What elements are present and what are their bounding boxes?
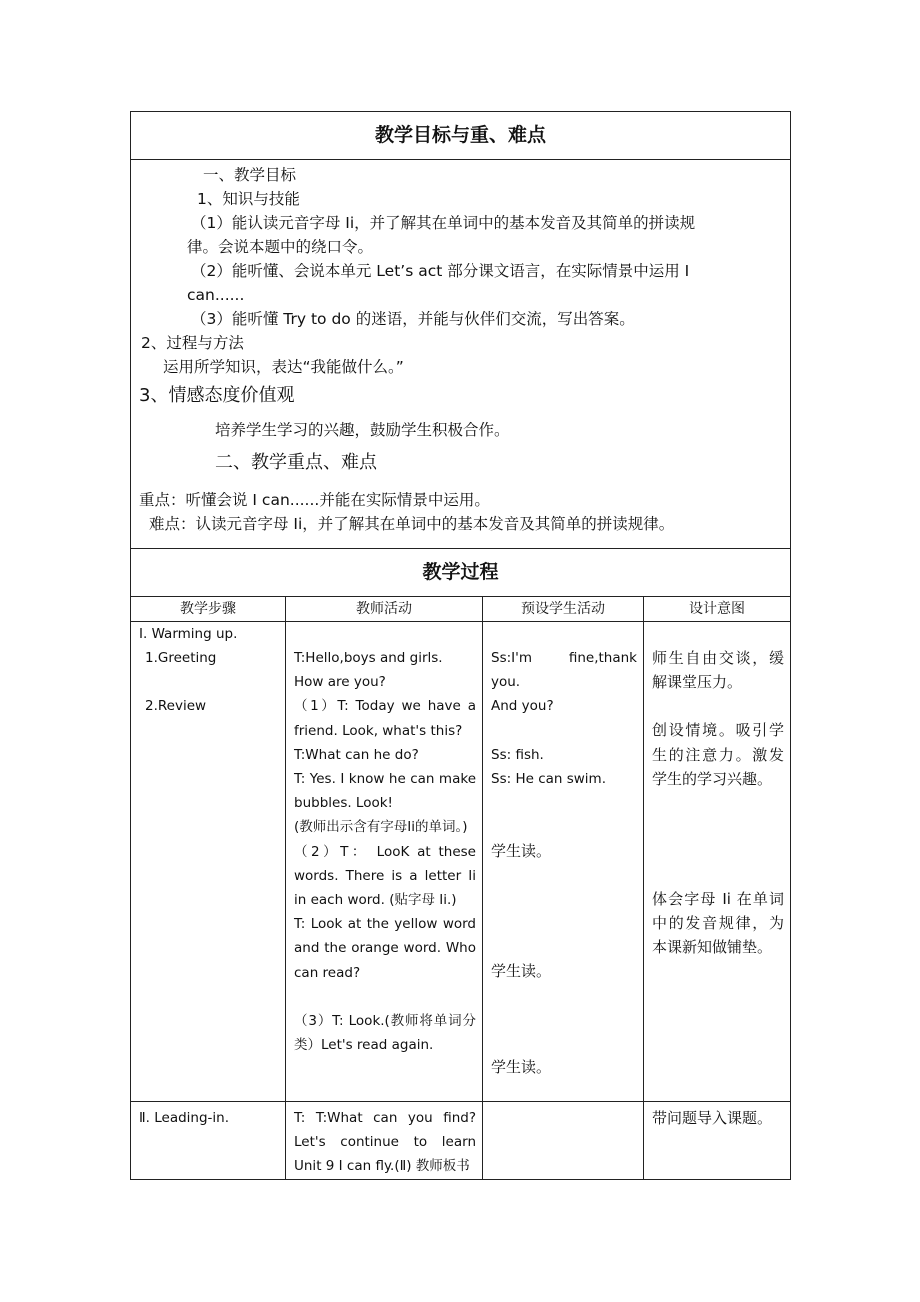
student-activity-cell [483,1102,644,1180]
teacher-line: （2）T： LooK at these words. There is a letter Ii in each word. (贴字母 Ii.) [294,843,476,909]
attitude-values-heading: 3、情感态度价值观 [139,385,295,406]
process-title: 教学过程 [131,549,791,597]
objective-item-1: （1）能认读元音字母 Ii，并了解其在单词中的基本发音及其简单的拼读规 [191,214,696,232]
step-cell [131,1102,286,1180]
student-line: 学生读。 [491,1058,552,1077]
difficult-point-text: 难点：认读元音字母 Ii，并了解其在单词中的基本发音及其简单的拼读规律。 [149,515,675,533]
student-activity-cell [483,622,644,1102]
teacher-line: How are you? [294,674,386,691]
intent-text: 带问题导入课题。 [652,1109,773,1127]
teacher-line: (教师出示含有字母Ii的单词。) [294,819,468,836]
objective-heading: 一、教学目标 [203,166,297,184]
student-line: And you? [491,698,554,715]
student-line: Ss:I'm fine,thank you. [491,650,637,691]
objective-item-2-cont: can...... [187,286,245,304]
header-student-activity: 预设学生活动 [483,597,644,622]
process-header-row [131,597,791,622]
knowledge-skills-heading: 1、知识与技能 [197,190,300,208]
teacher-activity-cell [286,622,483,1102]
intent-text: 体会字母 Ii 在单词中的发音规律，为本课新知做铺垫。 [652,890,785,957]
teacher-line: （1）T: Today we have a friend. Look, what's this? [294,698,476,739]
process-row-warming-up [131,622,791,1102]
lesson-plan-page [130,111,790,1180]
objective-item-2: （2）能听懂、会说本单元 Let’s act 部分课文语言，在实际情景中运用 I [191,262,690,280]
objectives-title: 教学目标与重、难点 [131,112,791,160]
student-line: 学生读。 [491,962,552,981]
teacher-line: T: Look at the yellow word and the orange word. Who can read? [294,916,476,981]
teacher-line: （3）T: Look.(教师将单词分类）Let's read again. [294,1012,476,1054]
student-line: Ss: fish. [491,746,544,763]
teacher-line: T:What can he do? [294,746,419,763]
teacher-activity-cell [286,1102,483,1180]
teacher-line: T: Yes. I know he can make bubbles. Look! [294,771,476,812]
step-greeting: 1.Greeting [145,650,217,667]
step-title: Ⅰ. Warming up. [139,626,238,642]
student-line: Ss: He can swim. [491,770,607,787]
objective-item-3: （3）能听懂 Try to do 的迷语，并能与伙伴们交流，写出答案。 [191,310,635,328]
teacher-line: T: T:What can you find? Let's continue to learn Unit 9 I can fly.(Ⅱ) 教师板书 [294,1110,476,1175]
process-row-leading-in [131,1102,791,1180]
step-review: 2.Review [145,698,207,715]
header-steps: 教学步骤 [131,597,286,622]
design-intent-cell [644,622,791,1102]
objectives-section [131,160,791,549]
student-line: 学生读。 [491,842,552,861]
step-title: Ⅱ. Leading-in. [139,1110,230,1126]
attitude-values-text: 培养学生学习的兴趣，鼓励学生积极合作。 [215,421,510,439]
header-design-intent: 设计意图 [644,597,791,622]
key-point-text: 重点：听懂会说 I can......并能在实际情景中运用。 [139,491,490,509]
process-method-text: 运用所学知识，表达“我能做什么。” [163,358,404,376]
teacher-line: T:Hello,boys and girls. [294,650,443,666]
design-intent-cell [644,1102,791,1180]
key-points-heading: 二、教学重点、难点 [215,452,377,473]
step-cell [131,622,286,1102]
intent-text: 创设情境。吸引学生的注意力。激发学生的学习兴趣。 [652,721,785,788]
intent-text: 师生自由交谈，缓解课堂压力。 [652,649,785,692]
lesson-plan-table [130,111,791,1180]
process-method-heading: 2、过程与方法 [141,334,244,352]
objective-item-1-cont: 律。会说本题中的绕口令。 [187,238,374,256]
header-teacher-activity: 教师活动 [286,597,483,622]
